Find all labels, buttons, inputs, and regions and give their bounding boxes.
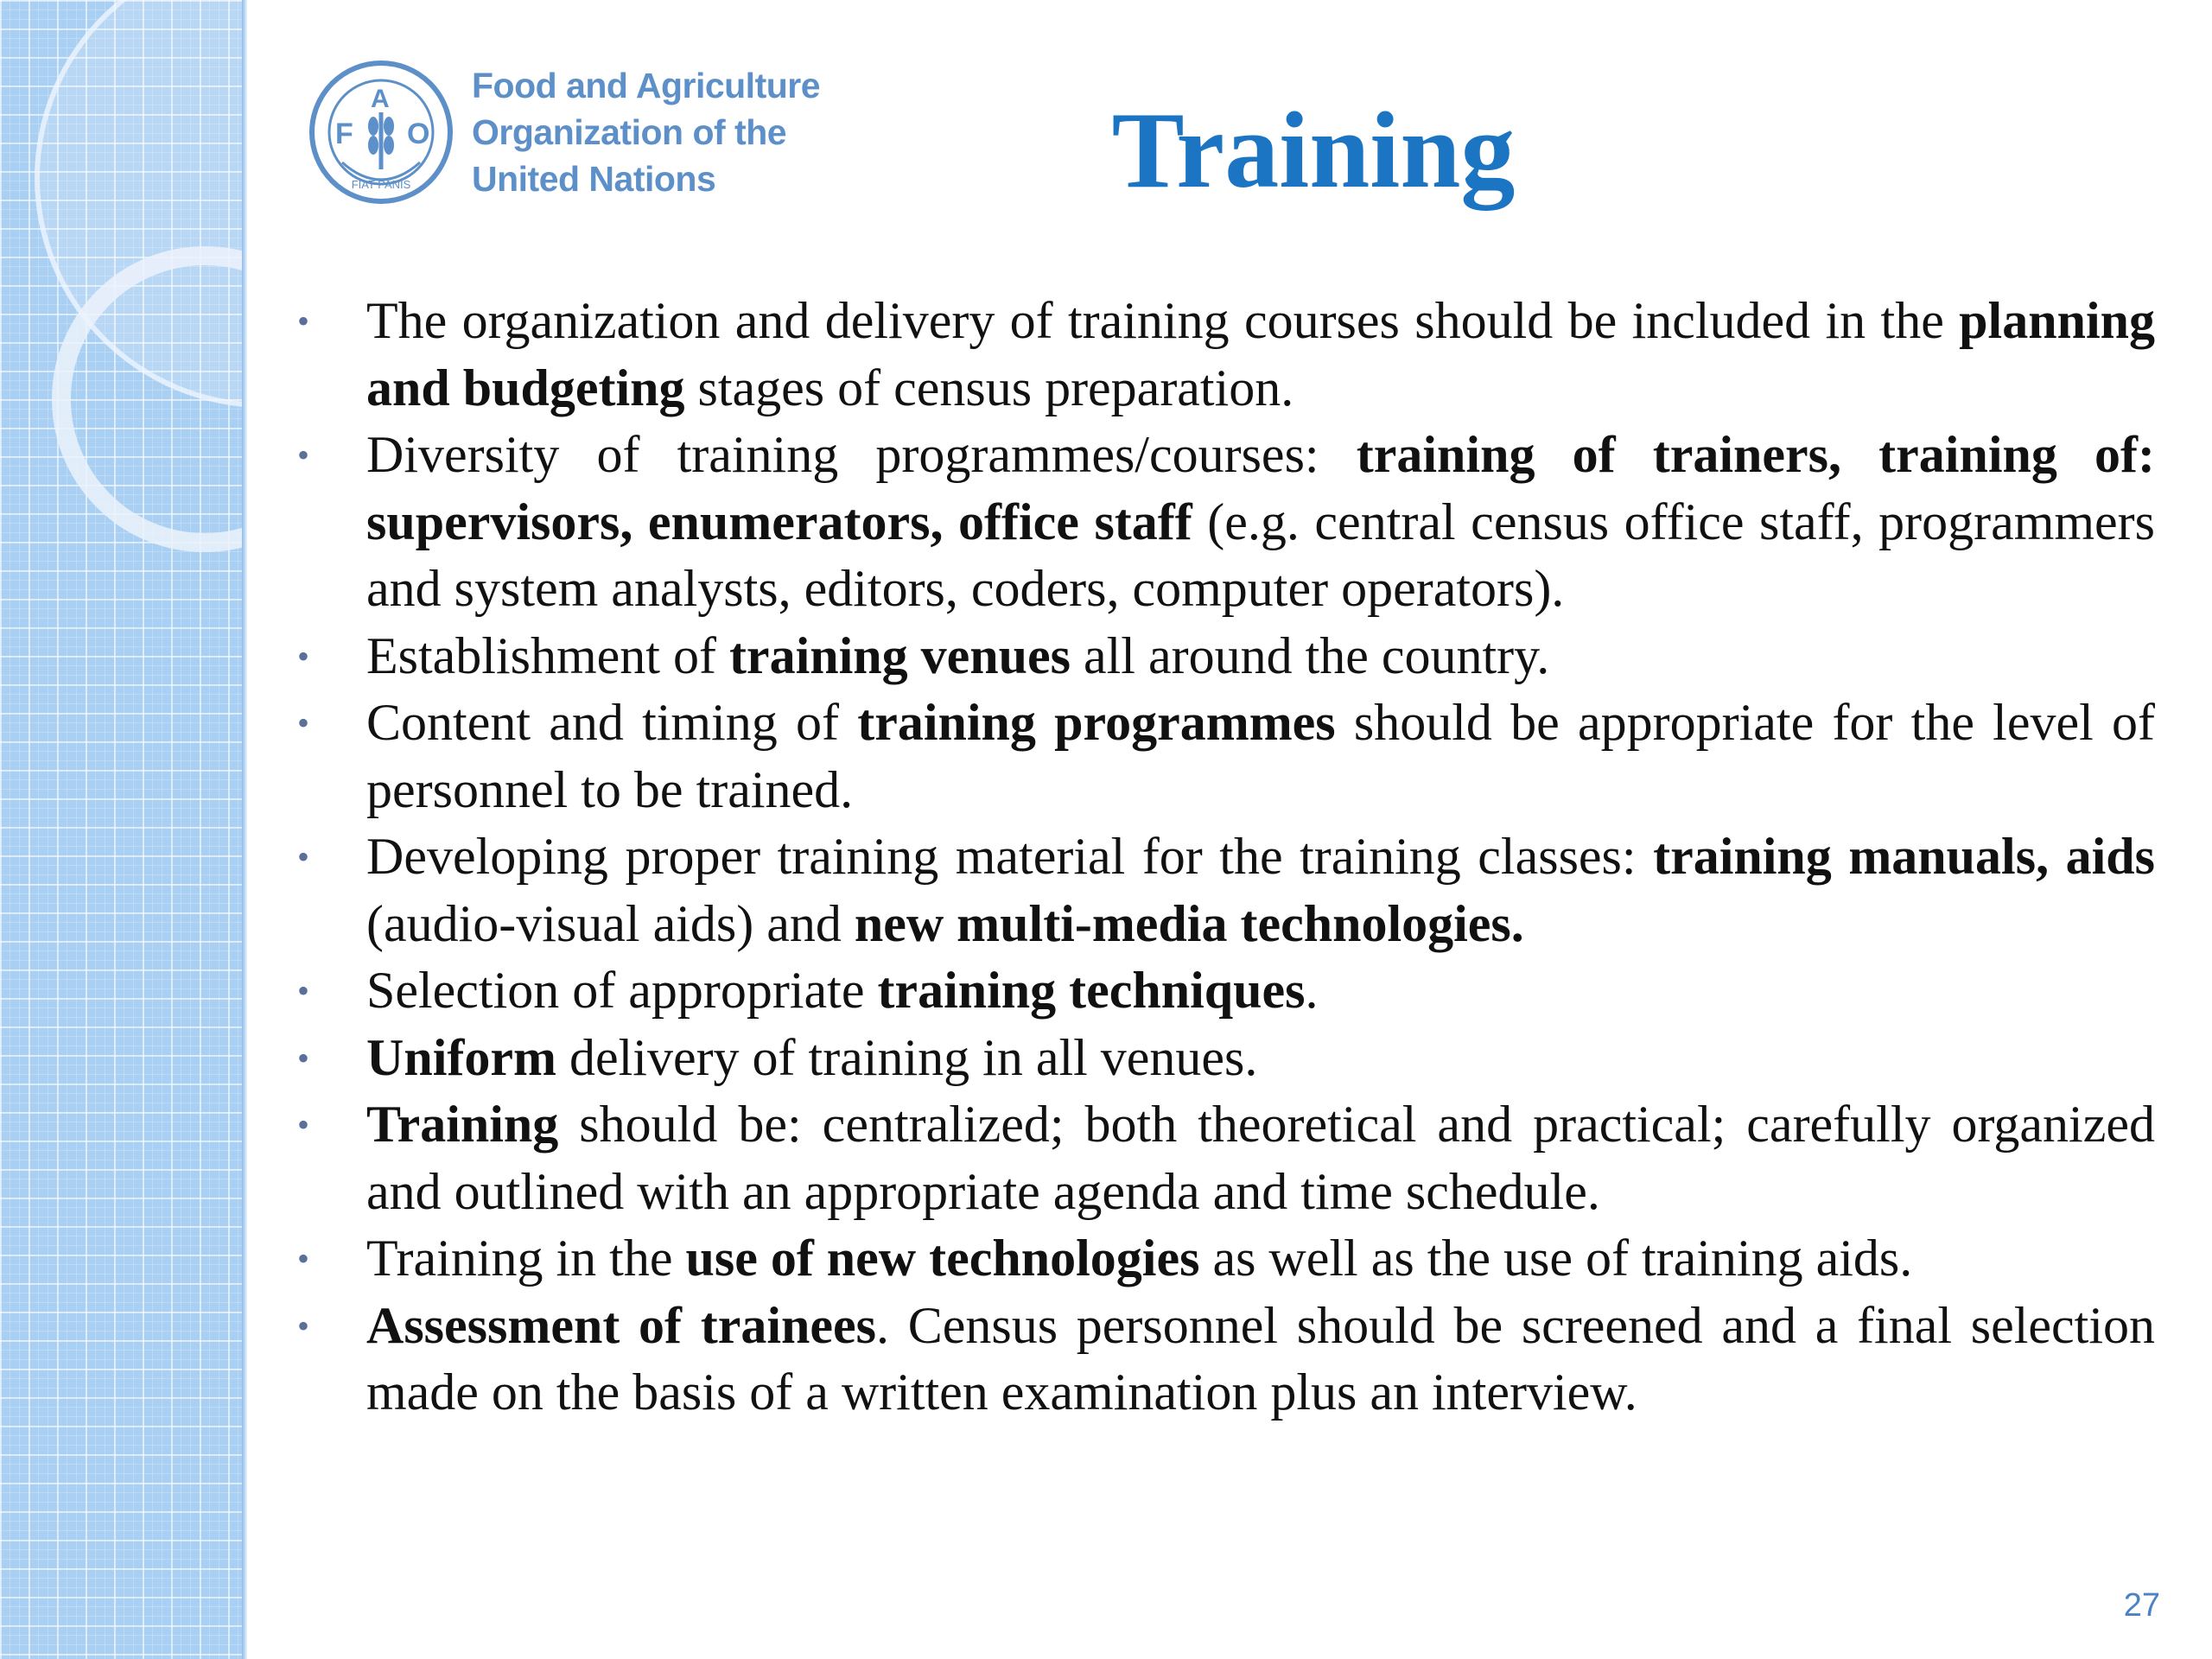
svg-text:A: A xyxy=(371,85,390,113)
bullet-text: as well as the use of training aids. xyxy=(1199,1230,1913,1287)
bullet-bold-text: training programmes xyxy=(857,694,1336,751)
bullet-dot-icon: • xyxy=(297,1239,310,1278)
bullet-text: Developing proper training material for the training classes: xyxy=(366,828,1654,885)
organization-name-line: Food and Agriculture xyxy=(472,66,821,105)
bullet-bold-text: Training xyxy=(366,1096,559,1153)
bullet-text: Content and timing of xyxy=(366,694,858,751)
bullet-item xyxy=(297,690,2155,823)
bullet-dot-icon: • xyxy=(297,435,310,474)
bullet-dot-icon: • xyxy=(297,636,310,676)
bullet-text: Training in the xyxy=(366,1230,686,1287)
bullet-dot-icon: • xyxy=(297,1306,310,1345)
decorative-side-band xyxy=(0,0,247,1659)
side-band-edge xyxy=(242,0,247,1659)
bullet-text: Diversity of training programmes/courses: xyxy=(366,426,1357,483)
bullet-text: should be: centralized; both theoretical and practical; carefully organized and outlined with an appropriate agenda and time schedule. xyxy=(366,1096,2155,1220)
bullet-item xyxy=(297,823,2155,957)
bullet-bold-text: planning and budgeting xyxy=(366,292,2155,416)
bullet-text: should be appropriate for the level of personnel to be trained. xyxy=(366,694,2156,818)
fao-logo xyxy=(308,59,820,206)
organization-name xyxy=(472,62,820,202)
fao-emblem-icon xyxy=(308,59,454,206)
bullet-dot-icon: • xyxy=(297,302,310,340)
bullet-text: stages of census preparation. xyxy=(684,359,1294,416)
bullet-text: . Census personnel should be screened and a final selection made on the basis of a written examination plus an interview. xyxy=(366,1296,2155,1421)
bullet-bold-text: Uniform xyxy=(366,1028,556,1086)
bullet-bold-text: training techniques xyxy=(877,962,1306,1019)
svg-text:O: O xyxy=(407,118,430,150)
svg-text:FIAT PANIS: FIAT PANIS xyxy=(351,178,411,191)
bullet-dot-icon: • xyxy=(297,837,310,876)
bullet-bold-text: new multi-media technologies. xyxy=(854,894,1524,952)
bullet-dot-icon: • xyxy=(297,1038,310,1077)
bullet-text: delivery of training in all venues. xyxy=(556,1028,1258,1086)
bullet-item xyxy=(297,422,2155,623)
bullet-bold-text: Assessment of trainees xyxy=(366,1296,876,1354)
page-number: 27 xyxy=(2123,1587,2160,1624)
bullet-item xyxy=(297,1091,2155,1225)
bullet-text: Establishment of xyxy=(366,626,729,684)
bullet-text: all around the country. xyxy=(1071,626,1550,684)
bullet-bold-text: training of trainers, training of: supervisors, enumerators, office staff xyxy=(366,426,2155,550)
bullet-bold-text: training manuals, aids xyxy=(1653,828,2155,885)
bullet-bold-text: use of new technologies xyxy=(685,1230,1200,1287)
bullet-dot-icon: • xyxy=(297,971,310,1010)
svg-text:F: F xyxy=(335,118,353,150)
organization-name-line: United Nations xyxy=(472,159,716,199)
bullet-text: The organization and delivery of training courses should be included in the xyxy=(366,292,1960,349)
bullet-dot-icon: • xyxy=(297,1105,310,1144)
bullet-text: Selection of appropriate xyxy=(366,962,878,1019)
bullet-item xyxy=(297,1025,2155,1092)
bullet-item xyxy=(297,623,2155,690)
bullet-text: (e.g. central census office staff, programmers and system analysts, editors, coders, computer operators). xyxy=(366,493,2155,617)
bullet-text: (audio-visual aids) and xyxy=(366,894,855,952)
bullet-text: . xyxy=(1305,962,1319,1019)
bullet-item xyxy=(297,1293,2155,1427)
bullet-bold-text: training venues xyxy=(728,626,1071,684)
bullet-item xyxy=(297,1225,2155,1293)
organization-name-line: Organization of the xyxy=(472,112,787,152)
slide-title: Training xyxy=(1111,91,1516,211)
bullet-item xyxy=(297,288,2155,422)
bullet-list xyxy=(297,288,2155,1427)
bullet-dot-icon: • xyxy=(297,703,310,742)
bullet-item xyxy=(297,957,2155,1025)
